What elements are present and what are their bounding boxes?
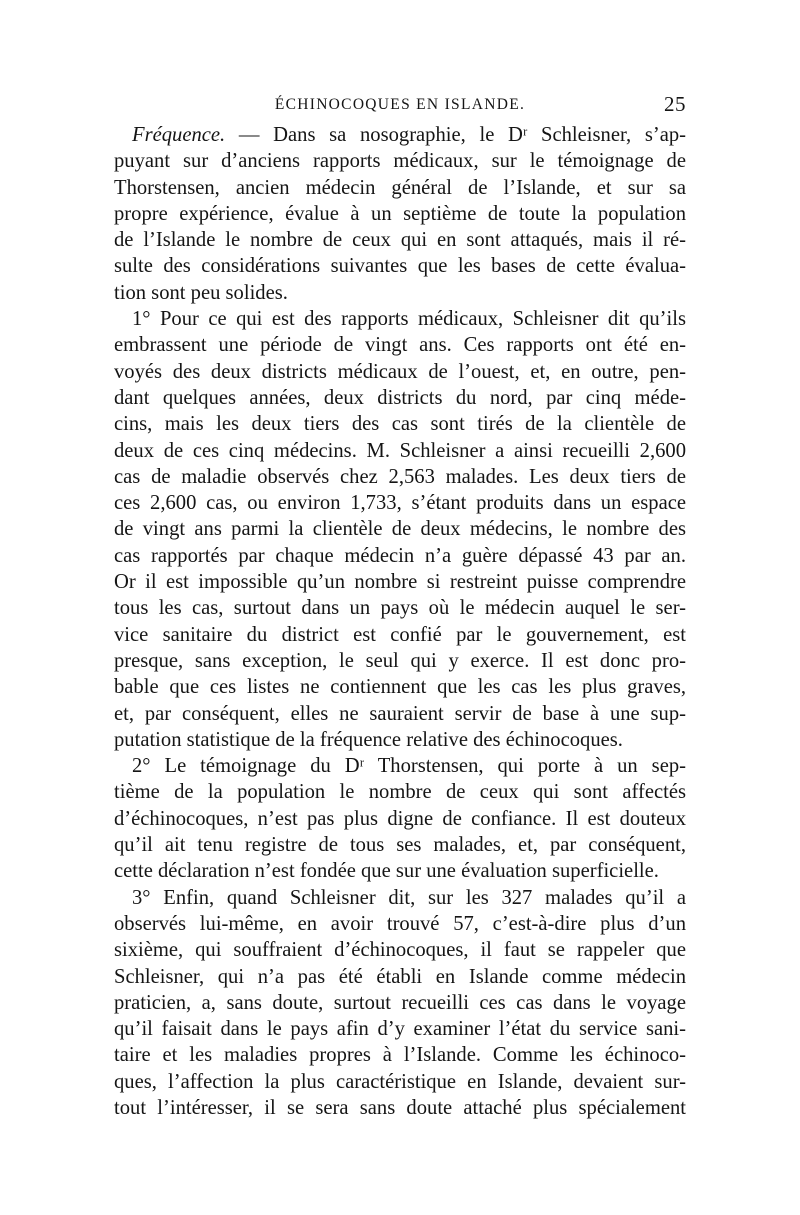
text-line: tion sont peu solides. [114, 281, 288, 304]
text-line: Or il est impossible qu’un nombre si restreint puisse comprendre [114, 571, 686, 594]
text-line: 3° Enfin, quand Schleisner dit, sur les 327 malades qu’il a [132, 886, 686, 909]
paragraph-point-3 [114, 885, 686, 1122]
text-line: presque, sans exception, le seul qui y exerce. Il est donc pro- [114, 649, 686, 672]
text-line: dant quelques années, deux districts du nord, par cinq méde- [114, 386, 686, 409]
text-line: cette déclaration n’est fondée que sur une évaluation superficielle. [114, 860, 659, 883]
text-line: 2° Le témoignage du Dʳ Thorstensen, qui porte à un sep- [132, 755, 686, 778]
paragraph-frequence [114, 122, 686, 306]
text-line: de l’Islande le nombre de ceux qui en sont attaqués, mais il ré- [114, 229, 686, 252]
text-line: praticien, a, sans doute, surtout recueilli ces cas dans le voyage [114, 991, 686, 1014]
text-line: voyés des deux districts médicaux de l’ouest, et, en outre, pen- [114, 360, 686, 383]
section-lead: Fréquence. [132, 124, 226, 146]
book-page [114, 92, 686, 1121]
text-line: tout l’intéresser, il se sera sans doute attaché plus spécialement [114, 1096, 686, 1119]
text-line: bable que ces listes ne contiennent que les cas les plus graves, [114, 676, 686, 699]
text-line: embrassent une période de vingt ans. Ces rapports ont été en- [114, 334, 686, 357]
text-line: puyant sur d’anciens rapports médicaux, sur le témoignage de [114, 150, 686, 173]
text-line: cas de maladie observés chez 2,563 malades. Les deux tiers de [114, 465, 686, 488]
text-line: cas rapportés par chaque médecin n’a guère dépassé 43 par an. [114, 544, 686, 567]
paragraph-point-2 [114, 753, 686, 884]
text-line: ces 2,600 cas, ou environ 1,733, s’étant produits dans un espace [114, 492, 686, 515]
text-line: 1° Pour ce qui est des rapports médicaux, Schleisner dit qu’ils [132, 308, 686, 331]
text-line: d’échinocoques, n’est pas plus digne de confiance. Il est douteux [114, 807, 686, 830]
text-line: tous les cas, surtout dans un pays où le médecin auquel le ser- [114, 597, 686, 620]
text-line: Thorstensen, ancien médecin général de l’Islande, et sur sa [114, 176, 686, 199]
body-text [114, 122, 686, 1121]
text-line: taire et les maladies propres à l’Islande. Comme les échinoco- [114, 1044, 686, 1067]
text-line: qu’il ait tenu registre de tous ses malades, et, par conséquent, [114, 834, 686, 857]
text-line: Fréquence. — Dans sa nosographie, le Dʳ Schleisner, s’ap- [132, 124, 686, 146]
text-line: deux de ces cinq médecins. M. Schleisner a ainsi recueilli 2,600 [114, 439, 686, 462]
text-line: putation statistique de la fréquence relative des échinocoques. [114, 728, 623, 751]
text-line: ques, l’affection la plus caractéristique en Islande, devaient sur- [114, 1070, 686, 1093]
text-line: qu’il faisait dans le pays afin d’y examiner l’état du service sani- [114, 1018, 686, 1041]
text-line: de vingt ans parmi la clientèle de deux médecins, le nombre des [114, 518, 686, 541]
running-head: ÉCHINOCOQUES EN ISLANDE. [274, 96, 526, 113]
text-line: et, par conséquent, elles ne sauraient servir de base à une sup- [114, 702, 686, 725]
text-line: Schleisner, qui n’a pas été établi en Islande comme médecin [114, 965, 686, 988]
page-header [114, 92, 686, 122]
text-line: propre expérience, évalue à un septième de toute la population [114, 202, 686, 225]
text-line: cins, mais les deux tiers des cas sont tirés de la clientèle de [114, 413, 686, 436]
text-line: sixième, qui souffraient d’échinocoques, il faut se rappeler que [114, 939, 686, 962]
text-line: vice sanitaire du district est confié par le gouvernement, est [114, 623, 686, 646]
text-line: tième de la population le nombre de ceux qui sont affectés [114, 781, 686, 804]
text-line: observés lui-même, en avoir trouvé 57, c’est-à-dire plus d’un [114, 912, 686, 935]
text-line: sulte des considérations suivantes que les bases de cette évalua- [114, 255, 686, 278]
page-number: 25 [664, 92, 686, 116]
paragraph-point-1 [114, 306, 686, 753]
